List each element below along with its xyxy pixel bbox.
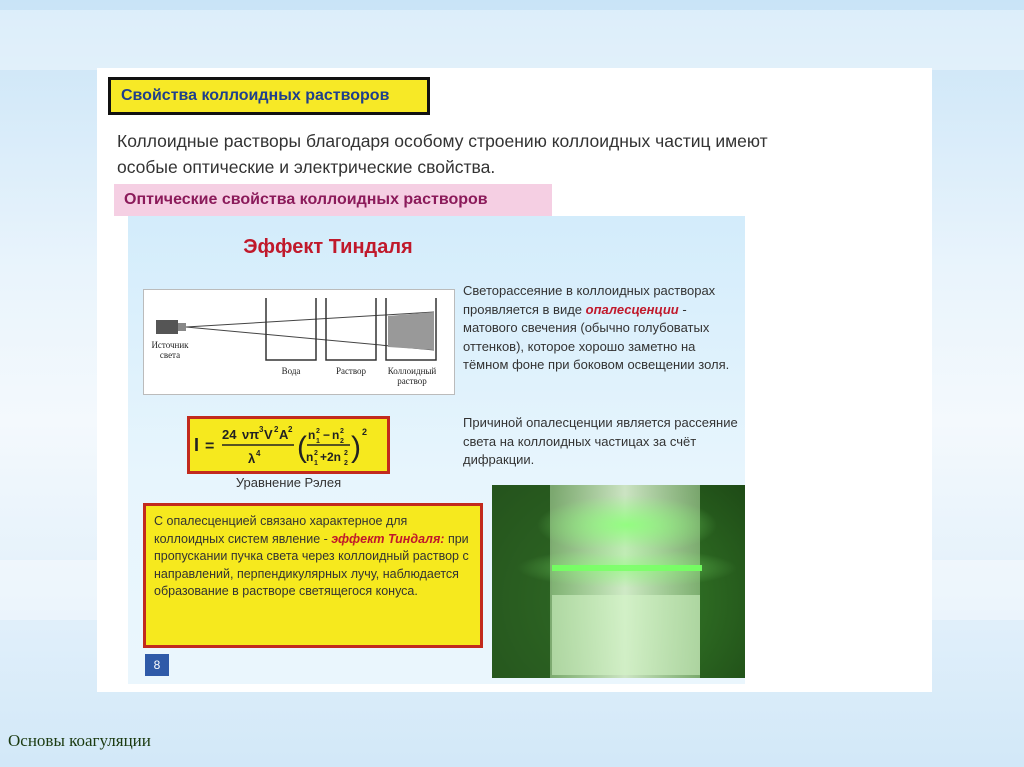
- svg-text:2: 2: [362, 427, 368, 437]
- svg-text:1: 1: [316, 438, 320, 445]
- opalescence-term: опалесценции: [585, 301, 679, 317]
- svg-text:νπ: νπ: [242, 427, 260, 442]
- svg-text:A: A: [279, 427, 289, 442]
- tyndall-effect-term: эффект Тиндаля:: [331, 531, 445, 546]
- slide-page-number: 8: [145, 654, 169, 676]
- light-source-box: [156, 320, 178, 334]
- light-source-lens: [178, 323, 186, 331]
- scattered-light-cone: [388, 312, 434, 350]
- svg-text:V: V: [264, 427, 273, 442]
- tyndall-effect-box: С опалесценцией связано характерное для коллоидных систем явление - эффект Тиндаля: при пропускании пучка света через коллоидный раствор с направлений, перпендикулярных лучу, наблюдается образование в растворе светящегося конуса.: [143, 503, 483, 648]
- svg-text:2: 2: [314, 450, 318, 457]
- beaker-water-label: Вода: [281, 366, 301, 376]
- opalescence-description: Светорассеяние в коллоидных растворах проявляется в виде опалесценции - матового свечения (обычно голубоватых оттенков), которое хорошо заметно на тёмном фоне при боковом освещении золя.: [463, 283, 730, 372]
- optical-properties-heading: Оптические свойства коллоидных растворов: [114, 184, 552, 216]
- beaker-water: [266, 298, 316, 360]
- footer-caption: Основы коагуляции: [8, 731, 151, 750]
- svg-text:2: 2: [344, 450, 348, 457]
- beaker-colloid-label: Коллоидный раствор: [387, 366, 437, 386]
- slide-title: Свойства коллоидных растворов: [108, 77, 430, 115]
- svg-text:): ): [351, 431, 361, 464]
- tyndall-panel-title: Эффект Тиндаля: [243, 236, 413, 258]
- rayleigh-formula: [187, 416, 390, 474]
- svg-text:−: −: [323, 428, 331, 442]
- svg-text:=: =: [205, 438, 215, 455]
- svg-text:n: n: [308, 428, 316, 442]
- svg-text:2: 2: [340, 438, 344, 445]
- tyndall-photo-drawing: [492, 485, 745, 678]
- svg-text:n: n: [332, 428, 340, 442]
- background-band-top: [0, 10, 1024, 70]
- rayleigh-formula-drawing: [190, 419, 387, 471]
- intro-line-2: особые оптические и электрические свойства.: [117, 157, 496, 177]
- svg-text:2: 2: [340, 428, 344, 435]
- svg-text:1: 1: [314, 460, 318, 467]
- svg-text:2: 2: [274, 425, 279, 434]
- intro-line-1: Коллоидные растворы благодаря особому строению коллоидных частиц имеют: [117, 131, 768, 151]
- diffraction-description: Причиной опалесценции является рассеяние света на коллоидных частицах за счёт дифракции.: [463, 415, 738, 467]
- svg-text:2: 2: [344, 460, 348, 467]
- tyndall-effect-photo: [492, 485, 745, 678]
- svg-text:I: I: [194, 435, 200, 455]
- beaker-solution-label: Раствор: [335, 366, 367, 376]
- svg-text:3: 3: [259, 425, 264, 434]
- svg-text:2: 2: [316, 428, 320, 435]
- light-scattering-diagram: [143, 289, 455, 395]
- beaker-solution: [326, 298, 376, 360]
- svg-text:2: 2: [288, 425, 293, 434]
- svg-text:(: (: [297, 431, 307, 464]
- svg-text:+2n: +2n: [320, 450, 342, 464]
- rayleigh-caption: Уравнение Рэлея: [235, 475, 342, 490]
- svg-text:24: 24: [222, 427, 237, 442]
- svg-text:4: 4: [256, 449, 261, 458]
- svg-text:n: n: [306, 450, 314, 464]
- svg-text:λ: λ: [248, 451, 256, 466]
- source-label: Источник света: [151, 340, 189, 360]
- intro-text: [117, 128, 877, 180]
